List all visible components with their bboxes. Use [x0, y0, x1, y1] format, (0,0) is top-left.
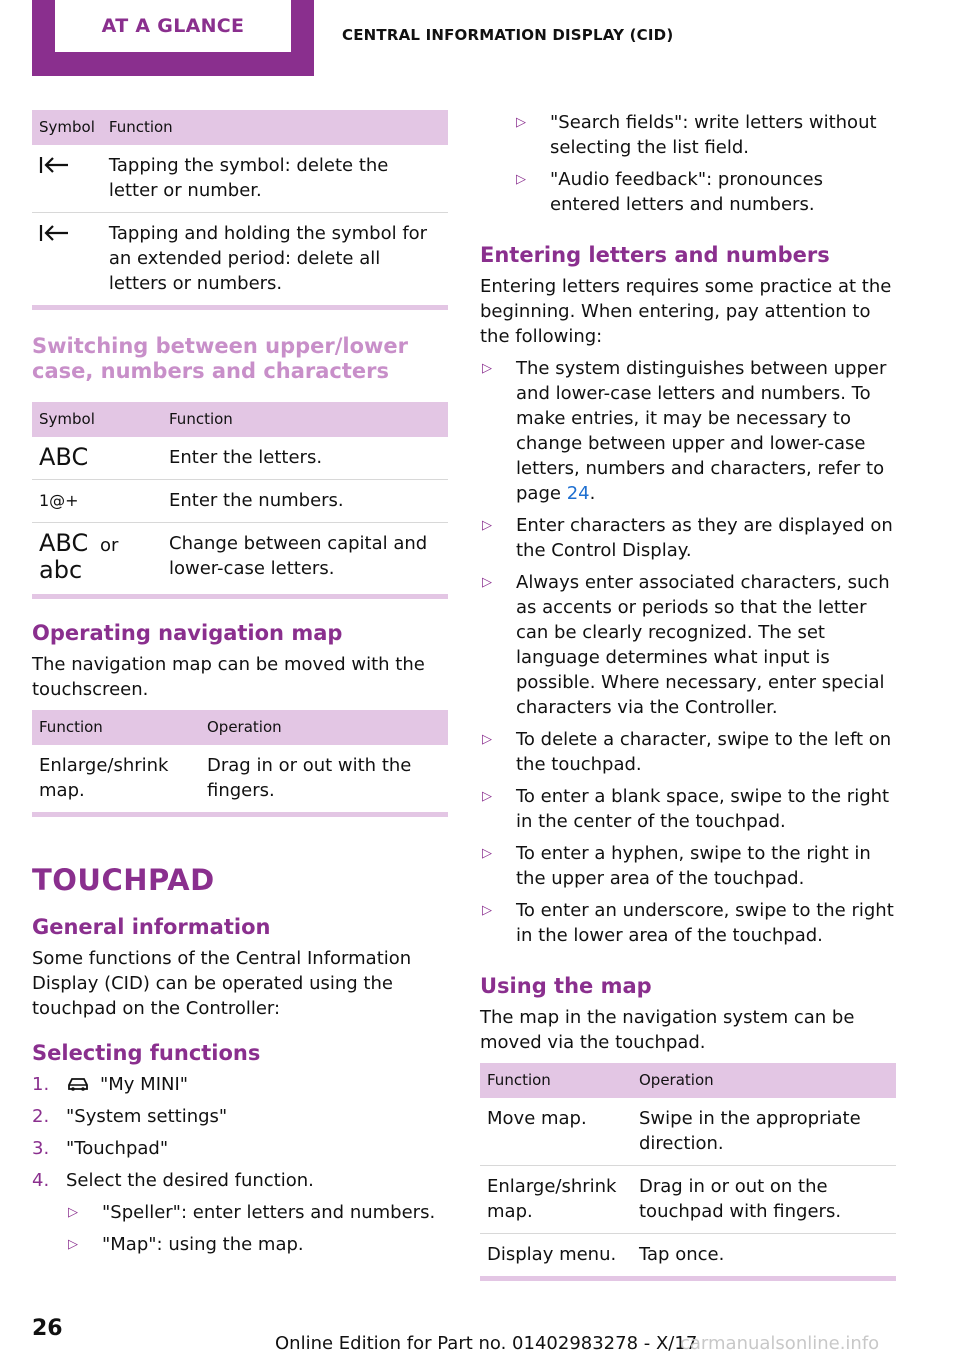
list-item [32, 1104, 448, 1129]
table-header: Function [480, 1063, 632, 1098]
chapter-title: CENTRAL INFORMATION DISPLAY (CID) [342, 26, 674, 44]
triangle-bullet-icon: ▷ [516, 115, 526, 130]
backspace-icon [39, 155, 69, 175]
list-item [66, 1232, 448, 1257]
uppercase-symbol: ABC [32, 437, 162, 480]
nav-map-table [32, 710, 448, 812]
step-number: 4. [32, 1170, 50, 1191]
using-map-table [480, 1063, 896, 1276]
edition-note: Online Edition for Part no. 01402983278 - X/17 [275, 1333, 698, 1354]
page-link[interactable]: 24 [566, 483, 590, 504]
bullet-text: To enter a blank space, swipe to the right in the center of the touchpad. [516, 786, 890, 832]
table-cell: Drag in or out with the fingers. [207, 755, 412, 801]
list-item [480, 898, 896, 948]
bullet-text-end: . [589, 483, 596, 504]
bullet-text: "Search fields": write letters without selecting the list field. [550, 112, 877, 158]
list-item [514, 167, 896, 217]
section-heading: Using the map [480, 974, 652, 998]
table-cell [32, 523, 162, 595]
table-cell: Tapping the symbol: delete the letter or number. [102, 145, 448, 213]
step-number: 1. [32, 1074, 50, 1095]
section-tab [32, 0, 314, 76]
uppercase-symbol: ABC [39, 529, 89, 557]
table-row [32, 523, 448, 595]
section-heading: Selecting functions [32, 1041, 261, 1065]
lowercase-symbol: abc [39, 556, 83, 584]
table-header: Symbol [32, 110, 102, 145]
bullet-text: "Speller": enter letters and numbers. [102, 1202, 436, 1223]
table-row [480, 1098, 896, 1166]
list-item [66, 1200, 448, 1225]
table-cell: Tap once. [639, 1244, 725, 1265]
sub-bullet-list [32, 1200, 448, 1257]
list-item [32, 1136, 448, 1161]
table-header: Operation [632, 1063, 896, 1098]
list-item [32, 1168, 448, 1193]
bullet-text: To enter a hyphen, swipe to the right in the upper area of the touchpad. [516, 843, 871, 889]
table-end-rule [32, 594, 448, 599]
or-label: or [99, 535, 119, 556]
triangle-bullet-icon: ▷ [68, 1205, 78, 1220]
step-text: "Touchpad" [66, 1138, 169, 1159]
table-cell: Enlarge/shrink map. [39, 755, 169, 801]
page-number: 26 [32, 1316, 63, 1341]
step-text: Select the desired function. [66, 1170, 314, 1191]
bullet-text: "Audio feedback": pronounces entered letters and numbers. [550, 169, 823, 215]
step-text: "My MINI" [100, 1074, 189, 1095]
left-column [32, 110, 448, 1257]
list-item [514, 110, 896, 160]
triangle-bullet-icon: ▷ [68, 1237, 78, 1252]
paragraph: The navigation map can be moved with the touchscreen. [32, 654, 425, 700]
section-heading: Switching between upper/lower case, numbers and characters [32, 334, 409, 383]
list-item [480, 513, 896, 563]
section-tab-label: AT A GLANCE [55, 0, 291, 52]
continued-bullet-list [480, 110, 896, 217]
triangle-bullet-icon: ▷ [482, 903, 492, 918]
section-heading: Entering letters and numbers [480, 243, 830, 267]
bullet-text: The system distinguishes between upper and lower-case letters and numbers. To make entries, it may be necessary to change between upper and lower-case letters, numbers and characters, refer to page [516, 358, 887, 504]
table-row [32, 213, 448, 306]
table-cell: Tapping and holding the symbol for an extended period: delete all letters or numbers. [108, 223, 428, 294]
table-header: Function [32, 710, 200, 745]
table-cell: Drag in or out on the touchpad with fingers. [632, 1166, 896, 1234]
table-end-rule [32, 305, 448, 310]
table-cell: Display menu. [487, 1244, 617, 1265]
list-item [480, 727, 896, 777]
table-cell [32, 145, 102, 213]
triangle-bullet-icon: ▷ [482, 518, 492, 533]
paragraph: Entering letters requires some practice at the beginning. When entering, pay attention to the following: [480, 276, 892, 347]
delete-symbol-table [32, 110, 448, 305]
backspace-icon [39, 223, 69, 243]
bullet-text: "Map": using the map. [102, 1234, 304, 1255]
table-header: Function [162, 402, 448, 437]
table-header: Operation [200, 710, 448, 745]
table-header: Function [102, 110, 448, 145]
list-item [480, 841, 896, 891]
table-cell: Move map. [480, 1098, 632, 1166]
table-cell: Swipe in the appropriate direction. [632, 1098, 896, 1166]
list-item [480, 570, 896, 720]
steps-list [32, 1072, 448, 1257]
paragraph: The map in the navigation system can be moved via the touchpad. [480, 1007, 855, 1053]
car-icon [66, 1076, 90, 1092]
table-row [480, 1166, 896, 1234]
step-text: "System settings" [66, 1106, 228, 1127]
bullet-text: To enter an underscore, swipe to the right in the lower area of the touchpad. [516, 900, 894, 946]
table-cell [32, 213, 102, 306]
triangle-bullet-icon: ▷ [482, 846, 492, 861]
step-number: 3. [32, 1138, 50, 1159]
triangle-bullet-icon: ▷ [516, 172, 526, 187]
case-switch-table [32, 402, 448, 594]
table-cell: Change between capital and lower-case letters. [169, 533, 428, 579]
triangle-bullet-icon: ▷ [482, 732, 492, 747]
table-row [32, 480, 448, 523]
triangle-bullet-icon: ▷ [482, 575, 492, 590]
table-row [32, 145, 448, 213]
table-end-rule [32, 812, 448, 817]
table-cell: Enlarge/shrink map. [480, 1166, 632, 1234]
paragraph: Some functions of the Central Information Display (CID) can be operated using the touchpad on the Controller: [32, 948, 412, 1019]
step-number: 2. [32, 1106, 50, 1127]
watermark: carmanualsonline.info [680, 1333, 880, 1354]
table-row [32, 437, 448, 480]
bullet-text: To delete a character, swipe to the left on the touchpad. [516, 729, 892, 775]
section-heading: Operating navigation map [32, 621, 343, 645]
bullet-text: Enter characters as they are displayed on the Control Display. [516, 515, 893, 561]
table-row [32, 745, 448, 812]
numbers-symbol: 1@+ [32, 480, 162, 523]
triangle-bullet-icon: ▷ [482, 789, 492, 804]
list-item [480, 356, 896, 506]
chapter-heading: TOUCHPAD [32, 863, 215, 897]
right-column [480, 110, 896, 1281]
table-cell: Enter the numbers. [162, 480, 448, 523]
list-item [32, 1072, 448, 1097]
list-item [480, 784, 896, 834]
table-header: Symbol [32, 402, 162, 437]
entering-bullet-list [480, 356, 896, 948]
table-row [480, 1234, 896, 1277]
table-cell: Enter the letters. [162, 437, 448, 480]
table-end-rule [480, 1276, 896, 1281]
section-heading: General information [32, 915, 271, 939]
bullet-text: Always enter associated characters, such as accents or periods so that the letter can be clearly recognized. The set language determines what input is possible. Where necessary, enter special characters via the Controller. [516, 572, 890, 718]
triangle-bullet-icon: ▷ [482, 361, 492, 376]
